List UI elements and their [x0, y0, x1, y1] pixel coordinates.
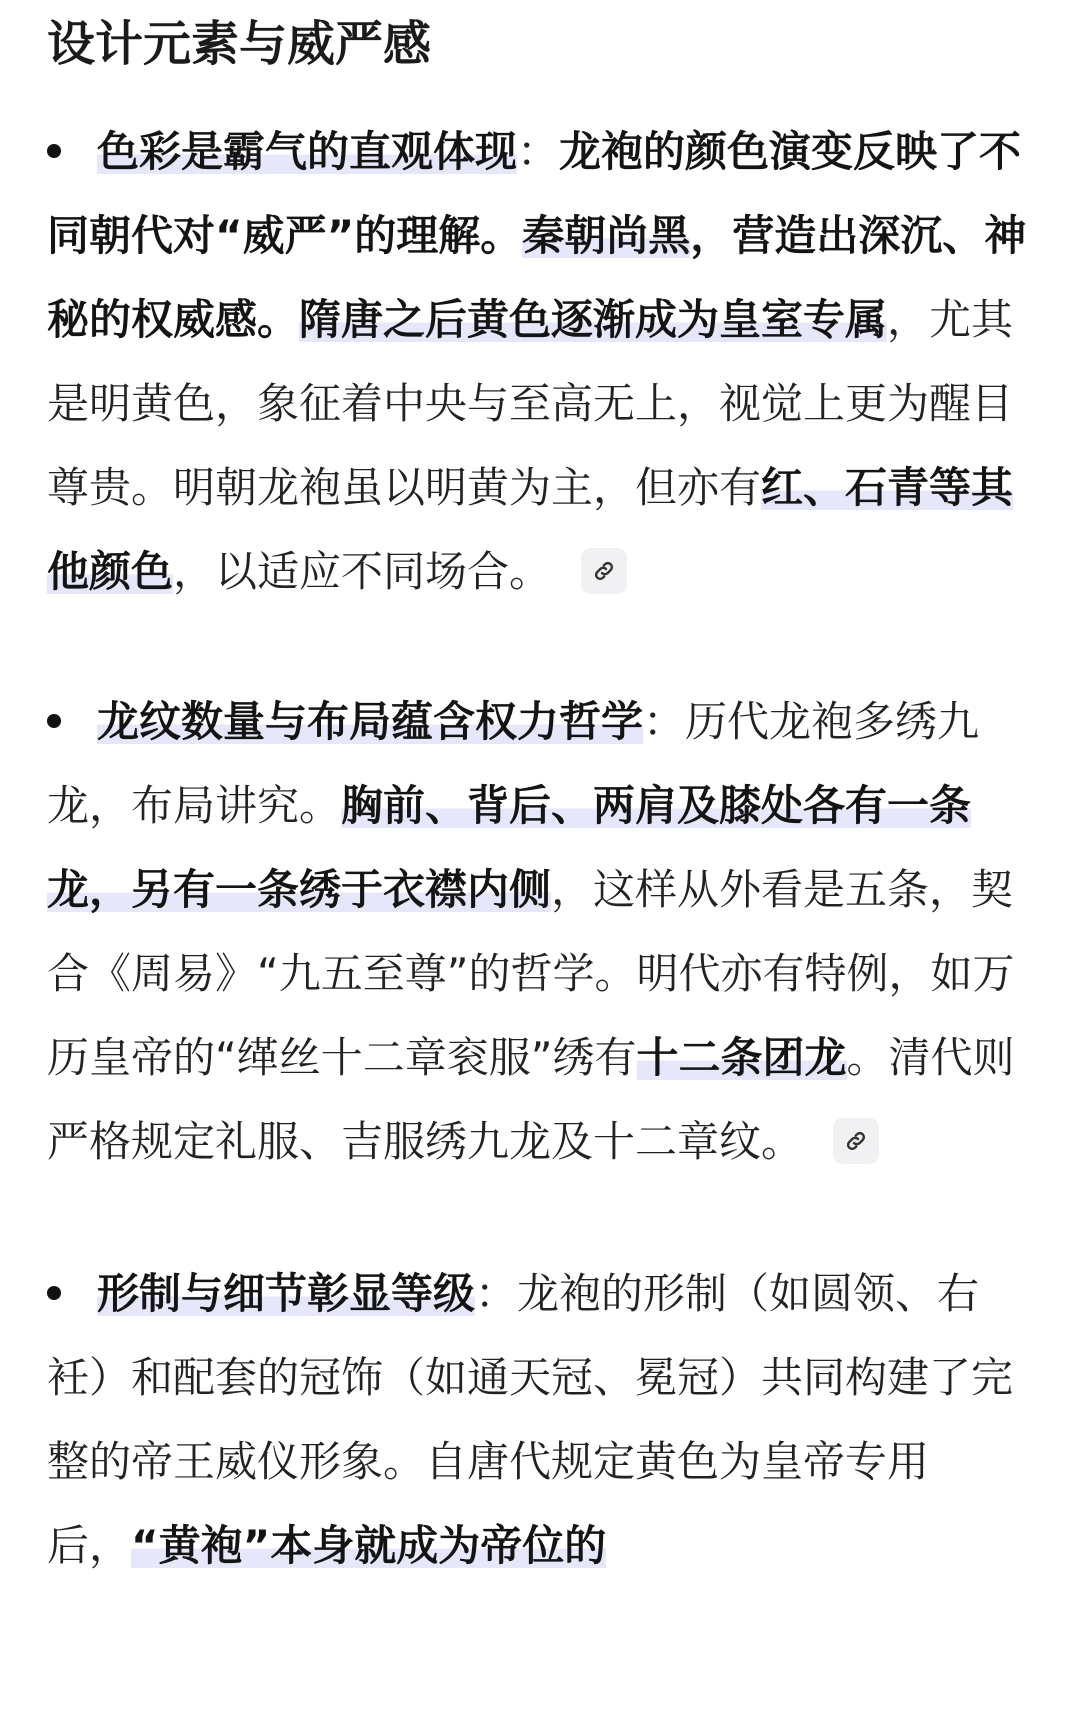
- item-highlight: 十二条团龙: [636, 1033, 847, 1082]
- list-item-text: [47, 680, 1037, 1184]
- section-heading: 设计元素与威严感: [47, 16, 432, 72]
- bullet-icon: [47, 1286, 61, 1300]
- item-text: ，尤其是明黄色，象征着中央与至高无上，视觉上更为醒目尊贵。明朝龙袍虽以明黄为主，但亦有: [47, 295, 1014, 512]
- item-text: 龙袍的形制（如圆领、右衽）和配套的冠饰（如通天冠、冕冠）共同构建了完整的帝王威仪形象。自唐代规定黄色为皇帝专用后，: [47, 1269, 1014, 1570]
- item-highlight: 胸前、背后、两肩及膝处各有一条龙，另有一条绣于衣襟内侧: [47, 781, 972, 914]
- item-text: ，这样从外看是五条，契合《周易》“九五至尊”的哲学。明代亦有特例，如万历皇帝的“缂丝十二章衮服”绣有: [47, 865, 1015, 1082]
- bullet-icon: [47, 714, 61, 728]
- list-item-color: [47, 110, 1037, 614]
- item-separator: ：: [475, 1269, 518, 1318]
- list-item-text: [47, 1252, 1037, 1588]
- item-highlight: 秦朝尚黑: [522, 211, 691, 260]
- item-text: ，营造出深沉、神秘的权威感。: [47, 211, 1027, 344]
- source-link-button[interactable]: [581, 548, 627, 594]
- item-title: 龙纹数量与布局蕴含权力哲学: [97, 697, 644, 746]
- item-text: 。清代则严格规定礼服、吉服绣九龙及十二章纹。: [47, 1033, 1015, 1166]
- link-icon: [592, 559, 616, 583]
- item-separator: ：: [643, 697, 686, 746]
- item-separator: ：: [517, 127, 560, 176]
- link-icon: [844, 1129, 868, 1153]
- item-text: 龙袍的颜色演变反映了不同朝代对“威严”的理解。: [47, 127, 1022, 260]
- bullet-icon: [47, 144, 61, 158]
- item-title: 形制与细节彰显等级: [97, 1269, 476, 1318]
- item-title: 色彩是霸气的直观体现: [97, 127, 518, 176]
- item-text: ，以适应不同场合。: [173, 547, 552, 596]
- item-highlight: 隋唐之后黄色逐渐成为皇室专属: [299, 295, 888, 344]
- item-text: 历代龙袍多绣九龙，布局讲究。: [47, 697, 980, 830]
- item-highlight: “黄袍”本身就成为帝位的: [131, 1521, 607, 1570]
- item-highlight: 红、石青等其他颜色: [47, 463, 1014, 596]
- source-link-button[interactable]: [833, 1118, 879, 1164]
- list-item-text: [47, 110, 1037, 614]
- list-item-form-details: [47, 1252, 1037, 1588]
- list-item-dragon-pattern: [47, 680, 1037, 1184]
